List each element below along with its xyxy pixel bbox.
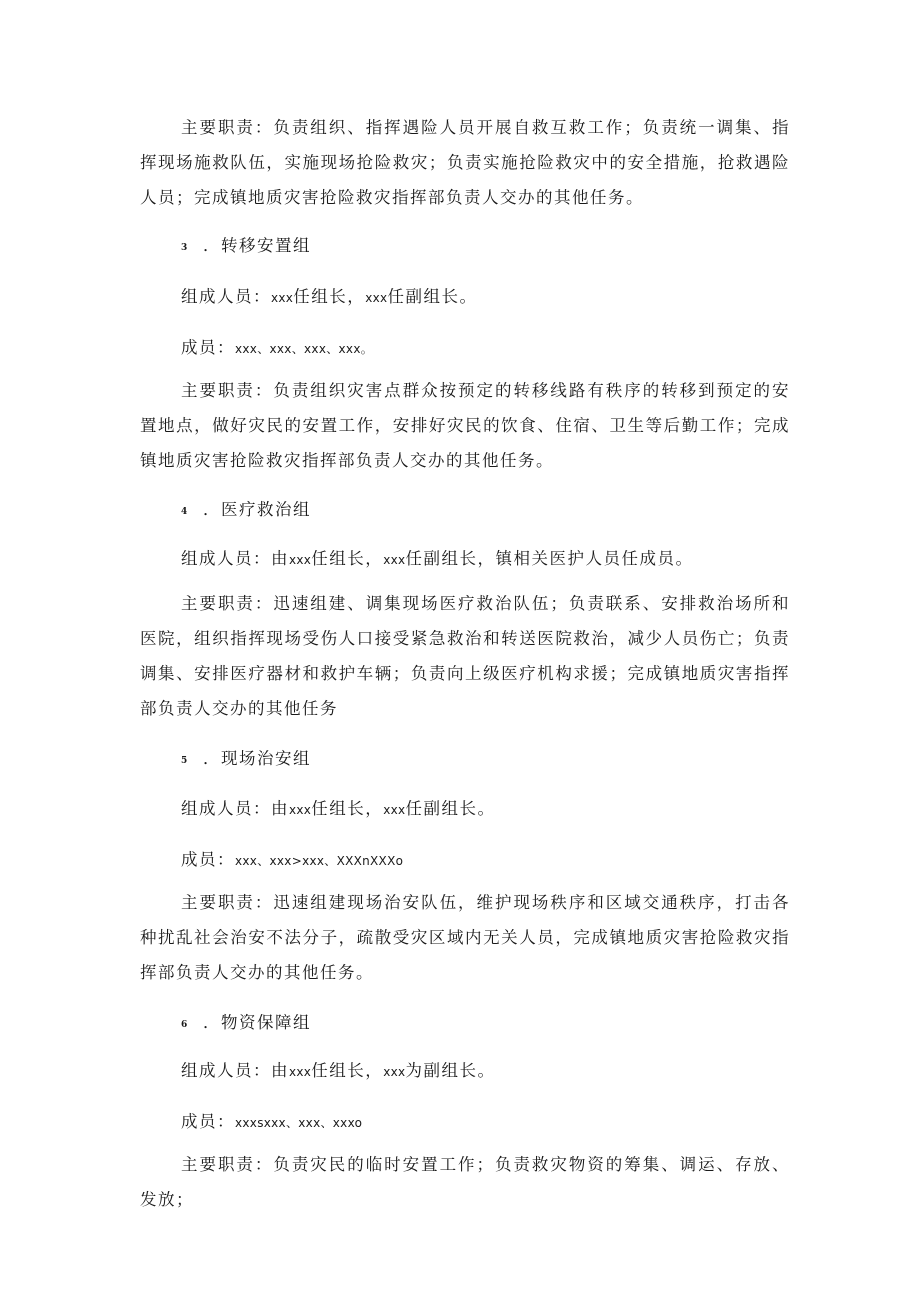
section-number: 6 — [181, 1020, 188, 1030]
group6-members: 成员：xxxsxxx、xxx、xxxo — [181, 1112, 363, 1131]
section-title: ．现场治安组 — [203, 749, 311, 768]
group4-composition: 组成人员：由xxx任组长，xxx任副组长，镇相关医护人员任成员。 — [181, 549, 694, 568]
section-number: 4 — [181, 507, 188, 517]
group4-duties: 主要职责：迅速组建、调集现场医疗救治队伍；负责联系、安排救治场所和医院，组织指挥现场受伤人口接受紧急救治和转送医院救治，减少人员伤亡；负责调集、安排医疗器材和救护车辆；负责向上级医疗机构求援；完成镇地质灾害指挥部负责人交办的其他任务 — [140, 594, 790, 718]
section-title: ．转移安置组 — [203, 236, 311, 255]
group5-members: 成员：xxx、xxx>xxx、XXXnXXXo — [181, 850, 404, 869]
group5-duties: 主要职责：迅速组建现场治安队伍，维护现场秩序和区域交通秩序，打击各种扰乱社会治安不法分子，疏散受灾区域内无关人员，完成镇地质灾害抢险救灾指挥部负责人交办的其他任务。 — [140, 893, 790, 982]
group2-duties: 主要职责：负责组织、指挥遇险人员开展自救互救工作；负责统一调集、指挥现场施救队伍，实施现场抢险救灾；负责实施抢险救灾中的安全措施，抢救遇险人员；完成镇地质灾害抢险救灾指挥部负责人交办的其他任务。 — [140, 118, 790, 207]
section-number: 5 — [181, 756, 188, 766]
section-number: 3 — [181, 243, 188, 253]
group6-composition: 组成人员：由xxx任组长，xxx为副组长。 — [181, 1061, 496, 1080]
group6-duties: 主要职责：负责灾民的临时安置工作；负责救灾物资的筹集、调运、存放、发放； — [140, 1155, 790, 1209]
section-heading-3 — [181, 232, 311, 256]
section-title: ．物资保障组 — [203, 1013, 311, 1032]
group3-members: 成员：xxx、xxx、xxx、xxx。 — [181, 338, 374, 357]
section-heading-6 — [181, 1009, 311, 1033]
section-title: ．医疗救治组 — [203, 500, 311, 519]
group3-duties: 主要职责：负责组织灾害点群众按预定的转移线路有秩序的转移到预定的安置地点，做好灾民的安置工作，安排好灾民的饮食、住宿、卫生等后勤工作；完成镇地质灾害抢险救灾指挥部负责人交办的其他任务。 — [140, 381, 790, 470]
section-heading-5 — [181, 745, 311, 769]
section-heading-4 — [181, 496, 311, 520]
group5-composition: 组成人员：由xxx任组长，xxx任副组长。 — [181, 799, 496, 818]
group3-composition: 组成人员：xxx任组长，xxx任副组长。 — [181, 287, 478, 306]
